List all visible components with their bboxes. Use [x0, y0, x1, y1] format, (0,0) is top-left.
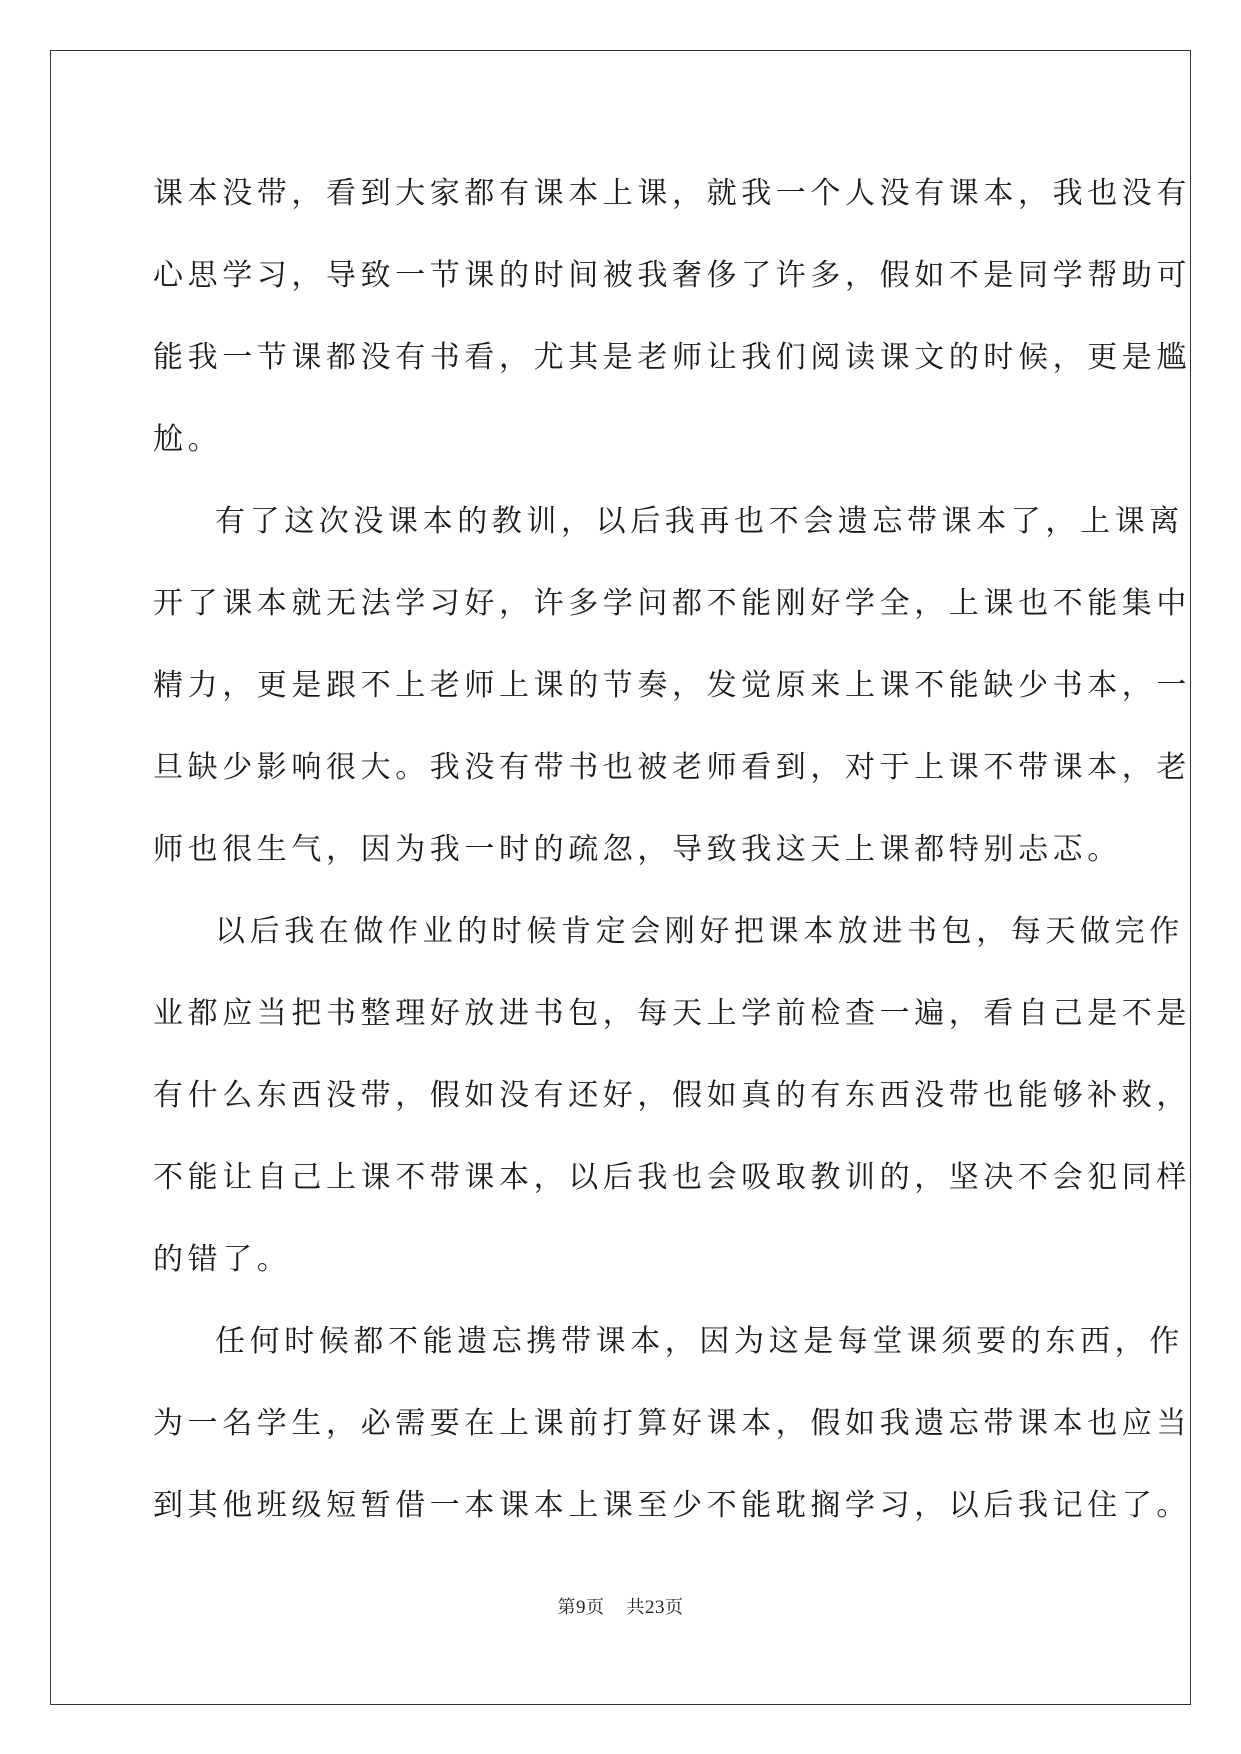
text-line: 有了这次没课本的教训，以后我再也不会遗忘带课本了，上课离: [215, 504, 1184, 539]
document-body: [153, 153, 1191, 1547]
page-footer: [0, 1596, 1241, 1620]
text-line: 以后我在做作业的时候肯定会刚好把课本放进书包，每天做完作: [215, 914, 1184, 949]
text-line: 课本没带，看到大家都有课本上课，就我一个人没有课本，我也没有: [153, 176, 1191, 211]
footer-total-prefix: 共: [626, 1597, 645, 1618]
footer-page-prefix: 第: [557, 1597, 576, 1618]
text-line: 到其他班级短暂借一本课本上课至少不能耽搁学习，以后我记住了。: [153, 1488, 1191, 1523]
footer-total-pages: 23: [645, 1597, 665, 1618]
text-line: 为一名学生，必需要在上课前打算好课本，假如我遗忘带课本也应当: [153, 1406, 1191, 1441]
text-line: 能我一节课都没有书看，尤其是老师让我们阅读课文的时候，更是尴: [153, 340, 1191, 375]
text-line: 精力，更是跟不上老师上课的节奏，发觉原来上课不能缺少书本，一: [153, 668, 1191, 703]
text-line: 旦缺少影响很大。我没有带书也被老师看到，对于上课不带课本，老: [153, 750, 1191, 785]
text-line: 有什么东西没带，假如没有还好，假如真的有东西没带也能够补救，: [153, 1078, 1191, 1113]
text-line: 开了课本就无法学习好，许多学问都不能刚好学全，上课也不能集中: [153, 586, 1191, 621]
text-line: 业都应当把书整理好放进书包，每天上学前检查一遍，看自己是不是: [153, 996, 1191, 1031]
footer-page-suffix: 页: [586, 1597, 605, 1618]
text-line: 不能让自己上课不带课本，以后我也会吸取教训的，坚决不会犯同样: [153, 1160, 1191, 1195]
text-line: 任何时候都不能遗忘携带课本，因为这是每堂课须要的东西，作: [215, 1324, 1184, 1359]
paragraph: [153, 481, 1191, 891]
text-line: 师也很生气，因为我一时的疏忽，导致我这天上课都特别忐忑。: [153, 832, 1122, 867]
footer-page-number: 9: [576, 1597, 586, 1618]
text-line: 尬。: [153, 422, 223, 457]
paragraph: [153, 153, 1191, 481]
text-line: 心思学习，导致一节课的时间被我奢侈了许多，假如不是同学帮助可: [153, 258, 1191, 293]
footer-total-suffix: 页: [665, 1597, 684, 1618]
text-line: 的错了。: [153, 1242, 292, 1277]
paragraph: [153, 891, 1191, 1301]
paragraph: [153, 1301, 1191, 1547]
